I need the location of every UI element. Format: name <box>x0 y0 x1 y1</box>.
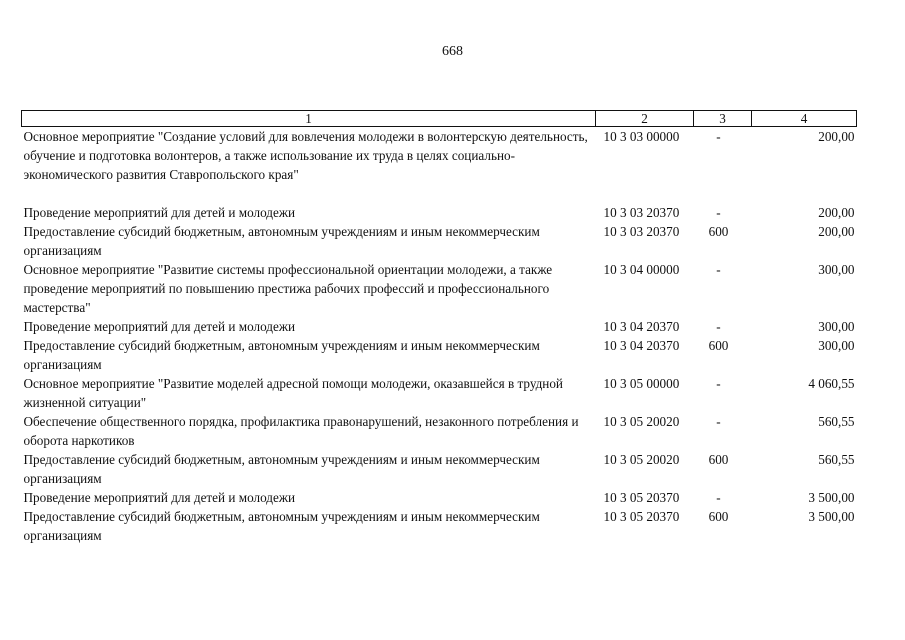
row-amount: 200,00 <box>818 205 855 220</box>
row-name: Основное мероприятие "Развитие системы профессиональной ориентации молодежи, а также проведение мероприятий по повышению престижа рабочих профессий и профессионального мастерства" <box>23 262 553 315</box>
row-name: Обеспечение общественного порядка, профилактика правонарушений, незаконного потребления и оборота наркотиков <box>23 414 579 448</box>
row-amount: 560,55 <box>818 414 855 429</box>
table-row <box>22 374 857 412</box>
row-expense-type: 600 <box>708 509 729 524</box>
row-name: Проведение мероприятий для детей и молодежи <box>23 490 296 505</box>
table-header-row <box>22 111 857 127</box>
row-code: 10 3 05 20020 <box>603 414 680 429</box>
row-name: Предоставление субсидий бюджетным, автономным учреждениям и иным некоммерческим организациям <box>23 338 540 372</box>
row-code: 10 3 05 20370 <box>603 490 680 505</box>
row-code: 10 3 04 20370 <box>603 319 680 334</box>
row-expense-type: - <box>716 414 721 429</box>
table-row <box>22 450 857 488</box>
row-code: 10 3 04 20370 <box>603 338 680 353</box>
row-expense-type: - <box>716 262 721 277</box>
row-expense-type: - <box>716 490 721 505</box>
row-amount: 300,00 <box>818 338 855 353</box>
row-amount: 200,00 <box>818 224 855 239</box>
row-name: Предоставление субсидий бюджетным, автономным учреждениям и иным некоммерческим организациям <box>23 452 540 486</box>
table-row <box>22 488 857 507</box>
row-amount: 3 500,00 <box>808 509 855 524</box>
row-expense-type: 600 <box>708 452 729 467</box>
row-name: Проведение мероприятий для детей и молодежи <box>23 319 296 334</box>
column-header-4: 4 <box>752 111 857 127</box>
table-row <box>22 412 857 450</box>
row-code: 10 3 03 00000 <box>603 129 680 144</box>
row-amount: 3 500,00 <box>808 490 855 505</box>
table-row <box>22 222 857 260</box>
row-code: 10 3 03 20370 <box>603 224 680 239</box>
column-header-3: 3 <box>694 111 752 127</box>
row-code: 10 3 05 00000 <box>603 376 680 391</box>
row-amount: 300,00 <box>818 262 855 277</box>
row-expense-type: - <box>716 129 721 144</box>
budget-table <box>21 110 857 545</box>
table-row <box>22 336 857 374</box>
row-amount: 560,55 <box>818 452 855 467</box>
row-expense-type: 600 <box>708 224 729 239</box>
table-row <box>22 127 857 185</box>
row-name: Основное мероприятие "Создание условий для вовлечения молодежи в волонтерскую деятельность, обучение и подготовка волонтеров, а также использование их труда в целях социально-экономического развития Ставропольского края" <box>23 129 588 182</box>
row-name: Основное мероприятие "Развитие моделей адресной помощи молодежи, оказавшейся в трудной жизненной ситуации" <box>23 376 563 410</box>
row-code: 10 3 04 00000 <box>603 262 680 277</box>
row-expense-type: 600 <box>708 338 729 353</box>
row-code: 10 3 05 20370 <box>603 509 680 524</box>
row-amount: 200,00 <box>818 129 855 144</box>
row-name: Проведение мероприятий для детей и молодежи <box>23 205 296 220</box>
row-expense-type: - <box>716 319 721 334</box>
row-code: 10 3 03 20370 <box>603 205 680 220</box>
row-name: Предоставление субсидий бюджетным, автономным учреждениям и иным некоммерческим организациям <box>23 224 540 258</box>
table-row <box>22 317 857 336</box>
row-code: 10 3 05 20020 <box>603 452 680 467</box>
row-expense-type: - <box>716 205 721 220</box>
column-header-1: 1 <box>22 111 596 127</box>
table-row <box>22 507 857 545</box>
table-row <box>22 203 857 222</box>
row-expense-type: - <box>716 376 721 391</box>
row-amount: 300,00 <box>818 319 855 334</box>
row-name: Предоставление субсидий бюджетным, автономным учреждениям и иным некоммерческим организациям <box>23 509 540 543</box>
table-spacer <box>22 184 857 203</box>
table-row <box>22 260 857 317</box>
page-number: 668 <box>442 44 463 59</box>
row-amount: 4 060,55 <box>808 376 855 391</box>
column-header-2: 2 <box>596 111 694 127</box>
